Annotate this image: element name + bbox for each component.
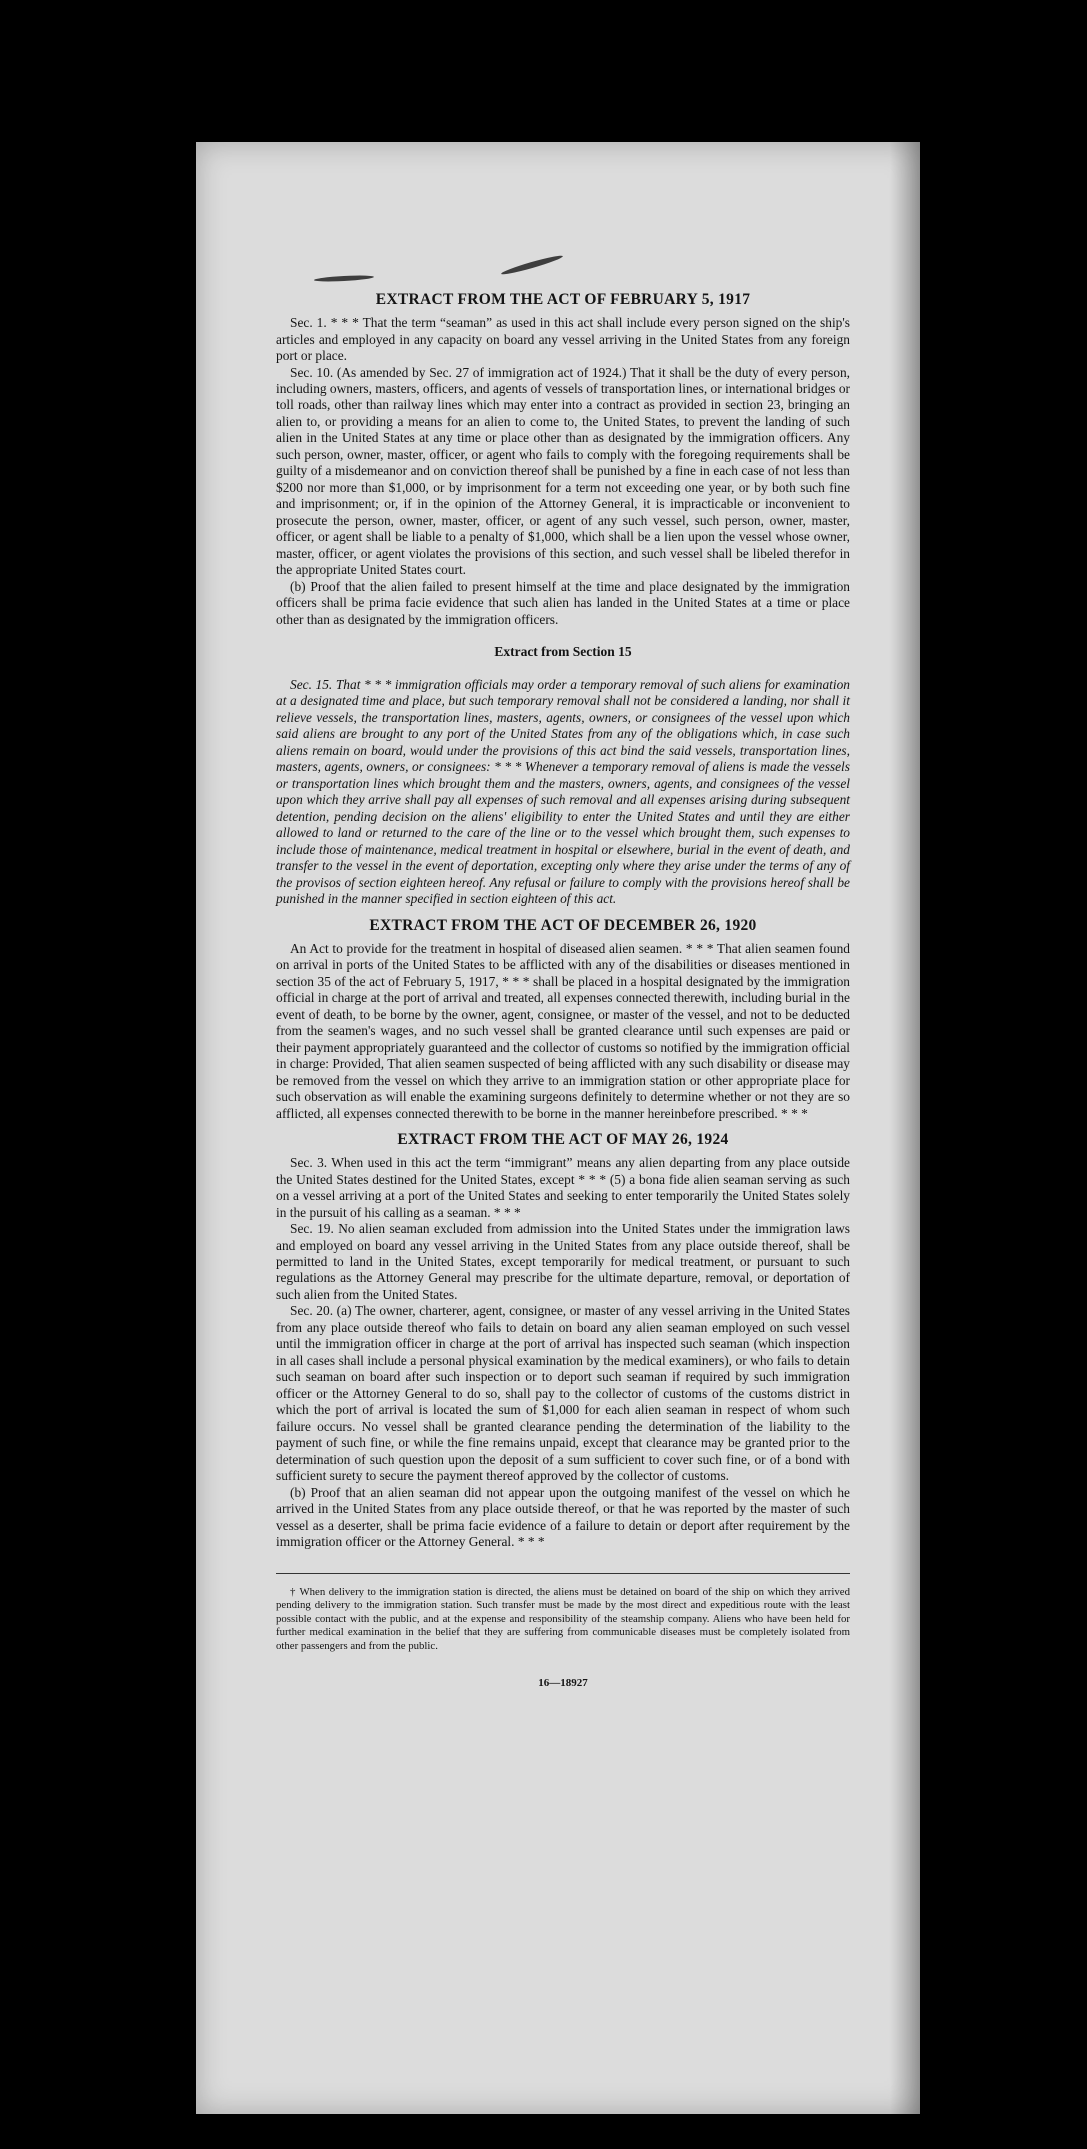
- paragraph-act-1920: An Act to provide for the treatment in hospital of diseased alien seamen. * * * That alien seamen found on arrival in ports of the United States to be afflicted with any of the disabilities or diseases mentioned in section 35 of the act of February 5, 1917, * * * shall be placed in a hospital designated by the immigration official in charge at the port of arrival and treated, all expenses connected therewith, including burial in the event of death, to be borne by the owner, agent, consignee, or master of the vessel, and not to be deducted from the seamen's wages, and no such vessel shall be granted clearance until such expenses are paid or their payment appropriately guaranteed and the collector of customs so notified by the immigration official in charge: Provided, That alien seamen suspected of being afflicted with any such disability or disease may be removed from the vessel on which they arrive to an immigration station or other appropriate place for such observation as will enable the examining surgeons definitely to determine whether or not they are so afflicted, all expenses connected therewith to be borne in the manner hereinbefore prescribed. * * *: [276, 940, 850, 1121]
- paragraph-sec-10-b: (b) Proof that the alien failed to present himself at the time and place designated by the immigration officers shall be prima facie evidence that such alien has landed in the United States at a time or place other than as designated by the immigration officers.: [276, 578, 850, 627]
- footnote-divider: [276, 1573, 850, 1574]
- paragraph-sec-19: Sec. 19. No alien seaman excluded from admission into the United States under the immigration laws and employed on board any vessel arriving in the United States from any place outside thereof, shall be permitted to land in the United States, except temporarily for medical treatment, or pursuant to such regulations as the Attorney General may prescribe for the ultimate departure, removal, or deportation of such alien from the United States.: [276, 1221, 850, 1302]
- paragraph-sec-1: Sec. 1. * * * That the term “seaman” as used in this act shall include every person signed on the ship's articles and employed in any capacity on board any vessel arriving in the United States from any foreign port or place.: [276, 315, 850, 364]
- footnote: † When delivery to the immigration station is directed, the aliens must be detained on board of the ship on which they arrived pending delivery to the immigration station. Such transfer must be made by the most direct and expeditious route with the least possible contact with the public, and at the expense and responsibility of the steamship company. Aliens who have been held for further medical examination in the belief that they are suffering from communicable diseases must be completely isolated from other passengers and from the public.: [276, 1585, 850, 1652]
- heading-act-1920: EXTRACT FROM THE ACT OF DECEMBER 26, 1920: [369, 916, 757, 934]
- heading-act-1917: EXTRACT FROM THE ACT OF FEBRUARY 5, 1917: [375, 291, 751, 308]
- document-sheet: [196, 142, 920, 2114]
- paragraph-sec-10: Sec. 10. (As amended by Sec. 27 of immigration act of 1924.) That it shall be the duty of every person, including owners, masters, officers, and agents of vessels of transportation lines, or international bridges or toll roads, other than railway lines which may enter into a contract as provided in section 23, bringing an alien to, or providing a means for an alien to come to, the United States, to prevent the landing of such alien in the United States at any time or place other than as designated by the immigration officers. Any such person, owner, master, officer, or agent who fails to comply with the foregoing requirements shall be guilty of a misdemeanor and on conviction thereof shall be punished by a fine in each case of not less than $200 nor more than $1,000, or by imprisonment for a term not exceeding one year, or by both such fine and imprisonment; or, if in the opinion of the Attorney General, it is impracticable or inconvenient to prosecute the person, owner, master, officer, or agent of any such vessel, such person, owner, master, officer, or agent shall be liable to a penalty of $1,000, which shall be a lien upon the vessel whose owner, master, officer, or agent violates the provisions of this section, and such vessel shall be libeled therefor in the appropriate United States court.: [276, 364, 850, 578]
- page-edge-shadow: [890, 142, 920, 2114]
- paragraph-sec-3: Sec. 3. When used in this act the term “immigrant” means any alien departing from any place outside the United States destined for the United States, except * * * (5) a bona fide alien seaman serving as such on a vessel arriving at a port of the United States and seeking to enter temporarily the United States solely in the pursuit of his calling as a seaman. * * *: [276, 1155, 850, 1220]
- paragraph-sec-20-b: (b) Proof that an alien seaman did not appear upon the outgoing manifest of the vessel on which he arrived in the United States from any place outside thereof, or that he was reported by the master of such vessel as a deserter, shall be prima facie evidence of a failure to detain or deport after requirement by the immigration officer or the Attorney General. * * *: [276, 1484, 850, 1550]
- ink-smudge: [500, 253, 563, 276]
- paragraph-sec-20: Sec. 20. (a) The owner, charterer, agent, consignee, or master of any vessel arriving in the United States from any place outside thereof who fails to detain on board any alien seaman employed on such vessel until the immigration officer in charge at the port of arrival has inspected such seaman (which inspection in all cases shall include a personal physical examination by the medical examiners), or who fails to detain such seaman on board after such inspection or to deport such seaman if required by such immigration officer or the Attorney General to do so, shall pay to the collector of customs of the customs district in which the port of arrival is located the sum of $1,000 for each alien seaman in respect of whom such failure occurs. No vessel shall be granted clearance pending the determination of the liability to the payment of such fine, or while the fine remains unpaid, except that clearance may be granted prior to the determination of such question upon the deposit of a sum sufficient to cover such fine, or of a bond with sufficient surety to secure the payment thereof approved by the collector of customs.: [276, 1303, 850, 1484]
- heading-act-1924: EXTRACT FROM THE ACT OF MAY 26, 1924: [397, 1131, 729, 1149]
- form-number: 16—18927: [538, 1677, 588, 1690]
- document-body: [276, 282, 850, 1691]
- paragraph-sec-15: Sec. 15. That * * * immigration officials may order a temporary removal of such aliens for examination at a designated time and place, but such temporary removal shall not be considered a landing, nor shall it relieve vessels, the transportation lines, masters, agents, owners, or consignees of the vessel upon which said aliens are brought to any port of the United States from any of the obligations which, in case such aliens remain on board, would under the provisions of this act bind the said vessels, transportation lines, masters, agents, owners, or consignees: * * * Whenever a temporary removal of aliens is made the vessels or transportation lines which brought them and the masters, owners, agents, and consignees of the vessel upon which they arrive shall pay all expenses of such removal and all expenses arising during subsequent detention, pending decision on the aliens' eligibility to enter the United States and until they are either allowed to land or returned to the care of the line or to the vessel which brought them, such expenses to include those of maintenance, medical treatment in hospital or elsewhere, burial in the event of death, and transfer to the vessel in the event of deportation, excepting only where they arise under the terms of any of the provisos of section eighteen hereof. Any refusal or failure to comply with the provisions hereof shall be punished in the manner specified in section eighteen of this act.: [276, 676, 850, 907]
- heading-section-15: Extract from Section 15: [494, 644, 632, 660]
